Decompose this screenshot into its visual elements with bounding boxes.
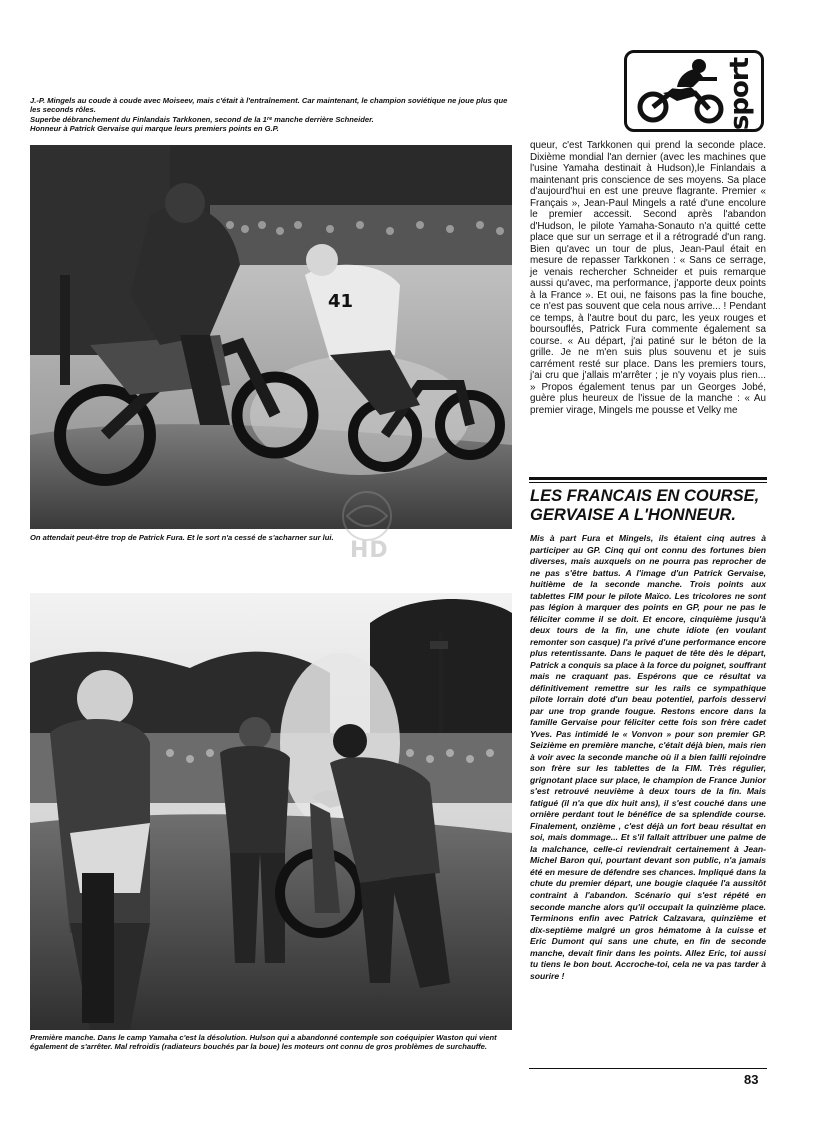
section-rule-top-thin	[529, 482, 767, 483]
watermark-label: HD	[350, 538, 389, 563]
sport-label: sport	[725, 57, 756, 131]
photo-yamaha-camp	[30, 593, 512, 1030]
article-feature-text: Mis à part Fura et Mingels, ils étaient cinq autres à participer au GP. Cinq qui ont connu des fortunes bien diverses, mais auxquels on ne pourra pas reprocher de ne pas s'être battus. A l'image d'un Patrick Gervaise, huitième de la seconde manche. Trois points aux tablettes FIM pour le pilote Maïco. Les tricolores ne sont pas légion à marquer des points en GP, pour ne pas le féliciter comme il se doit. Et encore, cinquième jusqu'à deux tours de la fin, une chute idiote (en voulant remonter son casque) l'a privé d'une performance encore plus retentissante. Dans le paquet de tête dès le départ, Patrick a conquis sa place à la force du poignet, souffrant mais ne craquant pas. Espérons que ce résultat va définitivement remettre sur les rails ce sympathique pilote lorrain doté d'un beau potentiel, parfois desservi par une trop grande fougue. Restons encore dans la famille Gervaise pour féliciter cette fois son frère cadet Yves. Pas intimidé le « Vonvon » pour son premier GP. Seizième en première manche, c'était déjà bien, mais rien à voir avec la seconde manche où il a bien failli rejoindre son frère sur les tablettes de la FIM. Très régulier, grignotant place sur place, le champion de France Junior s'est retrouvé neuvième à deux tours de la fin. Mais fatigué (il n'a que dix huit ans), il s'est couché dans une ornière perdant tout le bénéfice de sa splendide course. Finalement, onzième , c'est déjà un fort beau résultat en soi, mais dommage... Et s'il fallait attribuer une palme de la malchance, celle-ci reviendrait certainement à Jean-Michel Baron qui, pourtant devant son public, n'a jamais été en mesure de défendre ses chances. Impliqué dans la chute du premier départ, une bougie claquée l'a aussitôt contraint à l'abandon. Scénario qui s'est répété en seconde manche alors qu'il occupait la quinzième place. Terminons enfin avec Patrick Calzavara, quinzième et dix-septième malgré un gros hématome à la cuisse et Eric Dumont qui sans une chute, en fin de seconde manche, devait finir dans les points. Allez Eric, toi aussi tu tiens le bon bout. Accroche-toi, cela ne va pas tarder à sourire !	[530, 533, 766, 981]
article-body: queur, c'est Tarkkonen qui prend la seconde place. Dixième mondial l'an dernier (avec les machines que l'usine Yamaha destinait à Hudson),le Finlandais a maintenant pris conscience de ses moyens. Sa place d'aujourd'hui en est une preuve flagrante. Premier « Français », Jean-Paul Mingels a raté d'une encolure le premier accessit. Second après l'abandon d'Hudson, le pilote Yamaha-Sonauto n'a quitté cette place que sur un serrage et il a rétrogradé d'un rang. Bien qu'avec un tour de plus, Jean-Paul était en mesure de repasser Tarkkonen : « Sans ce serrage, je venais rechercher Schneider et puis remarque aussi qu'avec, ma performance, j'apporte deux points à la France ». Et oui, ne faisons pas la fine bouche, ce n'est pas souvent que cela nous arrive... ! Pendant ce temps, à l'autre bout du parc, les yeux rouges et boursouflés, Patrick Fura commente également sa course. « Au départ, j'ai patiné sur le béton de la grille. Je ne m'en suis plus souvenu et je suis carrément resté sur place. Dans les premiers tours, j'ai cru que j'allais m'arrêter ; je n'y voyais plus rien... » Propos également tenus par un Georges Jobé, guère plus heureux de l'issue de la manche : « Au premier virage, Mingels me pousse et Velky me	[530, 140, 766, 416]
caption-top-line-1: J.-P. Mingels au coude à coude avec Moiseev, mais c'était à l'entraînement. Car maintenant, le champion soviétique ne joue plus que les seconds rôles.	[30, 96, 508, 115]
photo-caption-middle: On attendait peut-être trop de Patrick Fura. Et le sort n'a cessé de s'acharner sur lui.	[30, 533, 334, 542]
page-number: 83	[744, 1072, 759, 1087]
sport-logo	[624, 50, 764, 132]
article-headline: LES FRANCAIS EN COURSE, GERVAISE A L'HONNEUR.	[530, 487, 760, 524]
motocross-rider-icon	[633, 57, 729, 129]
watermark	[322, 488, 412, 568]
caption-top-line-2: Superbe débranchement du Finlandais Tarkkonen, second de la 1ʳᵉ manche derrière Schneider.	[30, 114, 374, 124]
caption-top-line-3: Honneur à Patrick Gervaise qui marque leurs premiers points en G.P.	[30, 124, 279, 134]
section-rule-bottom	[529, 1068, 767, 1069]
photo-riders-duel	[30, 145, 512, 529]
photo-caption-top	[30, 96, 520, 134]
rider-bib-number: 41	[328, 291, 354, 312]
section-rule-top	[529, 477, 767, 480]
photo-caption-bottom: Première manche. Dans le camp Yamaha c'est la désolution. Hulson qui a abandonné contemple son coéquipier Waston qui vient également de s'arrêter. Mal refroidis (radiateurs bouchés par la boue) les moteurs ont connu de gros problèmes de surchauffe.	[30, 1033, 497, 1052]
